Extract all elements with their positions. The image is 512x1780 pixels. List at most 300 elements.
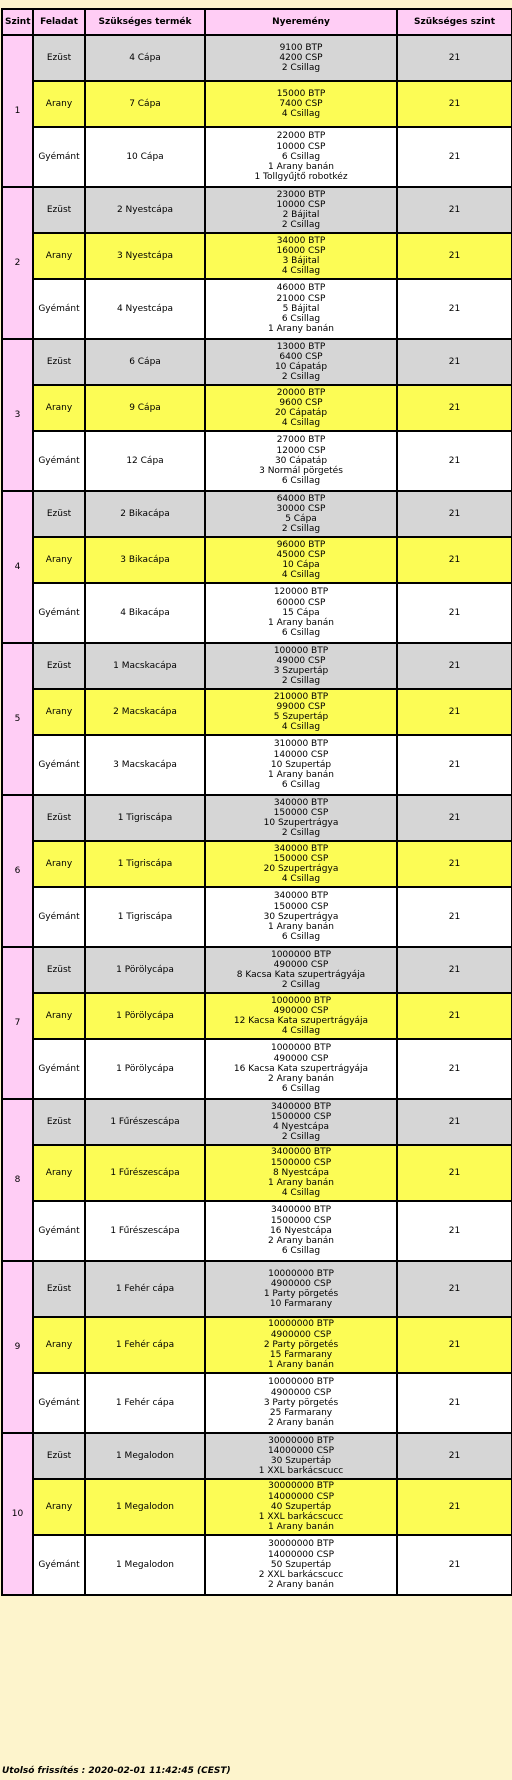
required-product: 3 Bikacápa — [86, 538, 206, 584]
reward-item: 4 Csillag — [281, 109, 321, 120]
reward-item: 340000 BTP — [273, 891, 329, 902]
level-number: 8 — [3, 1100, 34, 1262]
reward-item: 340000 BTP — [273, 797, 329, 808]
task-tier: Arany — [34, 994, 86, 1040]
reward-item: 96000 BTP — [276, 539, 326, 550]
reward-item: 16 Kacsa Kata szupertrágyája — [233, 1063, 369, 1074]
reward-item: 6 Csillag — [281, 151, 321, 162]
required-product: 4 Nyestcápa — [86, 280, 206, 340]
reward-item: 2 Csillag — [281, 828, 321, 839]
reward-item: 6 Csillag — [281, 314, 321, 325]
reward-item: 3 Normál pörgetés — [259, 466, 343, 477]
reward-list — [206, 644, 398, 690]
reward-item: 20 Cápatáp — [274, 408, 328, 418]
reward-item: 1000000 BTP — [270, 949, 332, 960]
table-header-row — [3, 10, 512, 36]
reward-item: 2 Arany banán — [267, 1074, 334, 1085]
reward-item: 10000 CSP — [276, 141, 326, 152]
table-row — [3, 128, 512, 188]
reward-item: 5 Cápa — [285, 514, 317, 524]
table-row — [3, 736, 512, 796]
reward-list — [206, 1040, 398, 1100]
required-product: 2 Bikacápa — [86, 492, 206, 538]
level-number: 5 — [3, 644, 34, 796]
reward-item: 1500000 CSP — [270, 1111, 332, 1122]
required-product: 1 Tigriscápa — [86, 888, 206, 948]
reward-item: 21000 CSP — [276, 293, 326, 304]
table-row — [3, 1536, 512, 1596]
reward-list — [206, 1262, 398, 1318]
task-tier: Arany — [34, 1318, 86, 1374]
task-tier: Gyémánt — [34, 1040, 86, 1100]
reward-item: 2 Arany banán — [267, 1236, 334, 1247]
required-level: 21 — [398, 128, 512, 188]
reward-item: 6400 CSP — [279, 351, 323, 362]
reward-item: 3400000 BTP — [270, 1205, 332, 1216]
reward-item: 2 Arany banán — [267, 1418, 334, 1429]
reward-item: 15 Cápa — [282, 607, 320, 618]
reward-item: 30000 CSP — [276, 503, 326, 514]
reward-item: 5 Bájital — [282, 303, 320, 314]
reward-item: 49000 CSP — [276, 655, 326, 666]
reward-list — [206, 842, 398, 888]
reward-list — [206, 1202, 398, 1262]
reward-list — [206, 82, 398, 128]
table-row — [3, 1146, 512, 1202]
reward-item: 64000 BTP — [276, 493, 326, 504]
task-tier: Ezüst — [34, 340, 86, 386]
reward-item: 40 Szupertáp — [270, 1501, 332, 1512]
table-row — [3, 1480, 512, 1536]
task-tier: Arany — [34, 842, 86, 888]
table-row — [3, 948, 512, 994]
required-level: 21 — [398, 386, 512, 432]
level-number: 9 — [3, 1262, 34, 1434]
table-row — [3, 280, 512, 340]
reward-list — [206, 1434, 398, 1480]
task-tier: Arany — [34, 538, 86, 584]
reward-item: 4900000 CSP — [270, 1387, 332, 1398]
reward-item: 10000000 BTP — [268, 1319, 334, 1330]
reward-item: 1 Arany banán — [267, 1522, 334, 1533]
reward-item: 10000000 BTP — [268, 1268, 334, 1279]
task-tier: Gyémánt — [34, 584, 86, 644]
reward-item: 10000000 BTP — [268, 1377, 334, 1388]
table-row — [3, 36, 512, 82]
reward-item: 2 Csillag — [281, 220, 321, 231]
reward-item: 3400000 BTP — [270, 1147, 332, 1158]
reward-item: 6 Csillag — [281, 1246, 321, 1257]
task-tier: Gyémánt — [34, 736, 86, 796]
reward-item: 2 Csillag — [281, 980, 321, 991]
reward-item: 4 Csillag — [281, 570, 321, 581]
required-product: 1 Megalodon — [86, 1536, 206, 1596]
reward-item: 27000 BTP — [276, 435, 326, 446]
table-row — [3, 1434, 512, 1480]
reward-item: 30000000 BTP — [268, 1539, 334, 1550]
reward-item: 2 Bájital — [282, 210, 320, 220]
reward-item: 10 Szupertáp — [270, 759, 332, 770]
required-product: 2 Nyestcápa — [86, 188, 206, 234]
reward-item: 99000 CSP — [276, 701, 326, 712]
required-product: 1 Pörölycápa — [86, 948, 206, 994]
reward-item: 1500000 CSP — [270, 1157, 332, 1168]
reward-list — [206, 736, 398, 796]
reward-item: 2 Csillag — [281, 524, 321, 535]
reward-item: 120000 BTP — [273, 587, 329, 598]
reward-item: 4 Nyestcápa — [272, 1122, 330, 1132]
task-tier: Ezüst — [34, 796, 86, 842]
level-number: 6 — [3, 796, 34, 948]
reward-item: 3 Party pörgetés — [263, 1397, 339, 1408]
table-row — [3, 432, 512, 492]
page-wrapper — [0, 8, 512, 1596]
table-row — [3, 1262, 512, 1318]
required-level: 21 — [398, 1536, 512, 1596]
level-number: 7 — [3, 948, 34, 1100]
reward-item: 2 Csillag — [281, 63, 321, 74]
reward-item: 140000 CSP — [273, 749, 329, 760]
reward-item: 1000000 BTP — [270, 995, 332, 1006]
task-tier: Gyémánt — [34, 280, 86, 340]
reward-item: 8 Kacsa Kata szupertrágyája — [236, 970, 366, 980]
reward-item: 6 Csillag — [281, 628, 321, 639]
reward-list — [206, 1374, 398, 1434]
reward-list — [206, 1146, 398, 1202]
required-product: 1 Fűrészescápa — [86, 1202, 206, 1262]
reward-item: 60000 CSP — [276, 597, 326, 608]
reward-item: 2 Csillag — [281, 676, 321, 687]
reward-item: 4 Csillag — [281, 874, 321, 885]
rewards-table — [1, 8, 512, 1596]
required-level: 21 — [398, 492, 512, 538]
reward-list — [206, 796, 398, 842]
reward-item: 22000 BTP — [276, 131, 326, 142]
reward-item: 340000 BTP — [273, 843, 329, 854]
reward-list — [206, 432, 398, 492]
reward-item: 14000000 CSP — [267, 1491, 335, 1502]
reward-item: 7400 CSP — [279, 98, 323, 109]
reward-list — [206, 280, 398, 340]
reward-item: 4 Csillag — [281, 722, 321, 733]
task-tier: Ezüst — [34, 1434, 86, 1480]
reward-item: 10000 CSP — [276, 199, 326, 210]
reward-item: 30000000 BTP — [268, 1481, 334, 1492]
required-product: 1 Fűrészescápa — [86, 1146, 206, 1202]
reward-item: 20000 BTP — [276, 387, 326, 398]
reward-item: 4200 CSP — [279, 52, 323, 63]
required-level: 21 — [398, 1202, 512, 1262]
reward-item: 6 Csillag — [281, 780, 321, 791]
level-number: 2 — [3, 188, 34, 340]
task-tier: Ezüst — [34, 1100, 86, 1146]
task-tier: Gyémánt — [34, 1374, 86, 1434]
required-product: 1 Fűrészescápa — [86, 1100, 206, 1146]
reward-item: 3 Szupertáp — [273, 666, 329, 676]
task-tier: Gyémánt — [34, 432, 86, 492]
reward-item: 6 Csillag — [281, 932, 321, 943]
task-tier: Arany — [34, 1146, 86, 1202]
reward-list — [206, 1100, 398, 1146]
task-tier: Ezüst — [34, 188, 86, 234]
required-product: 6 Cápa — [86, 340, 206, 386]
reward-item: 1 Arany banán — [267, 1360, 334, 1371]
table-row — [3, 994, 512, 1040]
required-level: 21 — [398, 888, 512, 948]
reward-item: 4 Csillag — [281, 418, 321, 429]
reward-item: 1500000 CSP — [270, 1215, 332, 1226]
required-level: 21 — [398, 1318, 512, 1374]
reward-item: 9100 BTP — [279, 42, 323, 53]
reward-item: 4900000 CSP — [270, 1278, 332, 1289]
reward-item: 1 Arany banán — [267, 770, 334, 781]
table-row — [3, 82, 512, 128]
reward-item: 150000 CSP — [273, 807, 329, 818]
required-level: 21 — [398, 796, 512, 842]
reward-item: 1 XXL barkácscucc — [258, 1466, 344, 1477]
reward-list — [206, 340, 398, 386]
reward-item: 4900000 CSP — [270, 1329, 332, 1340]
required-product: 1 Fehér cápa — [86, 1374, 206, 1434]
reward-item: 2 Csillag — [281, 372, 321, 383]
task-tier: Ezüst — [34, 492, 86, 538]
header-feladat: Feladat — [34, 10, 86, 36]
table-body — [3, 36, 512, 1596]
table-row — [3, 690, 512, 736]
task-tier: Ezüst — [34, 1262, 86, 1318]
required-product: 1 Macskacápa — [86, 644, 206, 690]
required-product: 3 Nyestcápa — [86, 234, 206, 280]
reward-item: 13000 BTP — [276, 341, 326, 352]
task-tier: Ezüst — [34, 948, 86, 994]
reward-item: 100000 BTP — [273, 645, 329, 656]
reward-list — [206, 1318, 398, 1374]
reward-item: 150000 CSP — [273, 853, 329, 864]
level-number: 10 — [3, 1434, 34, 1596]
required-product: 7 Cápa — [86, 82, 206, 128]
level-number: 4 — [3, 492, 34, 644]
table-row — [3, 1100, 512, 1146]
reward-item: 2 Csillag — [281, 1132, 321, 1143]
required-level: 21 — [398, 538, 512, 584]
required-product: 2 Macskacápa — [86, 690, 206, 736]
reward-list — [206, 690, 398, 736]
required-level: 21 — [398, 1434, 512, 1480]
table-row — [3, 1040, 512, 1100]
header-nyeremeny: Nyeremény — [206, 10, 398, 36]
reward-list — [206, 948, 398, 994]
required-product: 1 Pörölycápa — [86, 1040, 206, 1100]
table-row — [3, 1202, 512, 1262]
reward-list — [206, 36, 398, 82]
reward-list — [206, 538, 398, 584]
required-product: 10 Cápa — [86, 128, 206, 188]
required-product: 3 Macskacápa — [86, 736, 206, 796]
reward-item: 2 Party pörgetés — [263, 1339, 339, 1350]
reward-item: 10 Cápa — [282, 560, 320, 570]
table-row — [3, 492, 512, 538]
reward-item: 4 Csillag — [281, 266, 321, 277]
required-product: 12 Cápa — [86, 432, 206, 492]
task-tier: Arany — [34, 690, 86, 736]
required-level: 21 — [398, 1262, 512, 1318]
table-row — [3, 386, 512, 432]
reward-list — [206, 234, 398, 280]
reward-item: 45000 CSP — [276, 549, 326, 560]
task-tier: Gyémánt — [34, 1202, 86, 1262]
required-level: 21 — [398, 1374, 512, 1434]
reward-item: 1 Tollgyűjtő robotkéz — [254, 172, 348, 183]
reward-item: 10 Cápatáp — [274, 362, 328, 372]
required-level: 21 — [398, 188, 512, 234]
reward-item: 30000000 BTP — [268, 1435, 334, 1446]
reward-item: 490000 CSP — [273, 959, 329, 970]
reward-item: 46000 BTP — [276, 283, 326, 294]
level-number: 1 — [3, 36, 34, 188]
required-level: 21 — [398, 584, 512, 644]
reward-item: 3 Bájital — [282, 256, 320, 266]
table-row — [3, 584, 512, 644]
task-tier: Arany — [34, 1480, 86, 1536]
reward-item: 490000 CSP — [273, 1005, 329, 1016]
header-szint: Szint — [3, 10, 34, 36]
required-level: 21 — [398, 1100, 512, 1146]
reward-item: 1000000 BTP — [270, 1043, 332, 1054]
required-level: 21 — [398, 1146, 512, 1202]
reward-item: 10 Szupertrágya — [263, 818, 339, 828]
reward-item: 1 Arany banán — [267, 324, 334, 335]
reward-item: 9600 CSP — [279, 397, 323, 408]
required-level: 21 — [398, 36, 512, 82]
table-row — [3, 234, 512, 280]
reward-item: 490000 CSP — [273, 1053, 329, 1064]
required-level: 21 — [398, 994, 512, 1040]
task-tier: Arany — [34, 386, 86, 432]
task-tier: Ezüst — [34, 36, 86, 82]
reward-item: 5 Szupertáp — [273, 712, 329, 722]
reward-item: 30 Szupertáp — [270, 1456, 332, 1466]
reward-item: 20 Szupertrágya — [263, 864, 339, 874]
reward-item: 210000 BTP — [273, 691, 329, 702]
table-row — [3, 644, 512, 690]
reward-item: 23000 BTP — [276, 189, 326, 200]
reward-item: 1 Arany banán — [267, 922, 334, 933]
required-level: 21 — [398, 234, 512, 280]
required-level: 21 — [398, 340, 512, 386]
table-row — [3, 188, 512, 234]
reward-item: 150000 CSP — [273, 901, 329, 912]
task-tier: Arany — [34, 234, 86, 280]
reward-item: 16 Nyestcápa — [270, 1225, 332, 1236]
reward-item: 12 Kacsa Kata szupertrágyája — [233, 1016, 369, 1026]
reward-list — [206, 1536, 398, 1596]
required-product: 1 Megalodon — [86, 1480, 206, 1536]
reward-list — [206, 188, 398, 234]
required-level: 21 — [398, 690, 512, 736]
task-tier: Arany — [34, 82, 86, 128]
task-tier: Ezüst — [34, 644, 86, 690]
reward-item: 1 Arany banán — [267, 162, 334, 173]
reward-item: 310000 BTP — [273, 739, 329, 750]
reward-item: 16000 CSP — [276, 245, 326, 256]
table-row — [3, 796, 512, 842]
required-level: 21 — [398, 82, 512, 128]
table-row — [3, 538, 512, 584]
required-level: 21 — [398, 1040, 512, 1100]
required-product: 1 Fehér cápa — [86, 1262, 206, 1318]
task-tier: Gyémánt — [34, 888, 86, 948]
reward-item: 1 Arany banán — [267, 618, 334, 629]
reward-item: 15 Farmarany — [269, 1350, 333, 1361]
required-product: 4 Bikacápa — [86, 584, 206, 644]
table-row — [3, 1318, 512, 1374]
required-product: 1 Megalodon — [86, 1434, 206, 1480]
required-level: 21 — [398, 948, 512, 994]
reward-item: 14000000 CSP — [267, 1445, 335, 1456]
reward-item: 15000 BTP — [276, 88, 326, 99]
table-row — [3, 340, 512, 386]
reward-item: 4 Csillag — [281, 1026, 321, 1037]
reward-item: 6 Csillag — [281, 476, 321, 487]
task-tier: Gyémánt — [34, 1536, 86, 1596]
reward-item: 8 Nyestcápa — [272, 1167, 330, 1178]
reward-item: 4 Csillag — [281, 1188, 321, 1199]
required-level: 21 — [398, 1480, 512, 1536]
required-level: 21 — [398, 644, 512, 690]
required-product: 1 Tigriscápa — [86, 842, 206, 888]
required-product: 9 Cápa — [86, 386, 206, 432]
reward-item: 34000 BTP — [276, 235, 326, 246]
reward-list — [206, 994, 398, 1040]
reward-item: 10 Farmarany — [269, 1299, 333, 1310]
reward-item: 25 Farmarany — [269, 1408, 333, 1419]
reward-item: 30 Szupertrágya — [263, 911, 339, 922]
reward-list — [206, 492, 398, 538]
reward-list — [206, 128, 398, 188]
reward-item: 1 Party pörgetés — [263, 1289, 339, 1299]
table-row — [3, 888, 512, 948]
last-updated-footer: Utolsó frissítés : 2020-02-01 11:42:45 (CEST) — [2, 1766, 231, 1776]
header-termek: Szükséges termék — [86, 10, 206, 36]
required-product: 4 Cápa — [86, 36, 206, 82]
reward-item: 3400000 BTP — [270, 1101, 332, 1112]
reward-item: 30 Cápatáp — [274, 455, 328, 466]
reward-item: 50 Szupertáp — [270, 1559, 332, 1570]
reward-item: 6 Csillag — [281, 1084, 321, 1095]
reward-item: 2 Arany banán — [267, 1580, 334, 1591]
reward-list — [206, 1480, 398, 1536]
header-szukseges-szint: Szükséges szint — [398, 10, 512, 36]
level-number: 3 — [3, 340, 34, 492]
required-level: 21 — [398, 842, 512, 888]
reward-item: 2 XXL barkácscucc — [258, 1570, 344, 1581]
required-level: 21 — [398, 280, 512, 340]
reward-list — [206, 386, 398, 432]
required-product: 1 Tigriscápa — [86, 796, 206, 842]
required-product: 1 Fehér cápa — [86, 1318, 206, 1374]
reward-item: 14000000 CSP — [267, 1549, 335, 1560]
reward-item: 1 Arany banán — [267, 1178, 334, 1189]
reward-item: 1 XXL barkácscucc — [258, 1512, 344, 1523]
reward-item: 12000 CSP — [276, 445, 326, 456]
table-row — [3, 1374, 512, 1434]
table-row — [3, 842, 512, 888]
required-level: 21 — [398, 432, 512, 492]
required-level: 21 — [398, 736, 512, 796]
reward-list — [206, 584, 398, 644]
reward-list — [206, 888, 398, 948]
task-tier: Gyémánt — [34, 128, 86, 188]
